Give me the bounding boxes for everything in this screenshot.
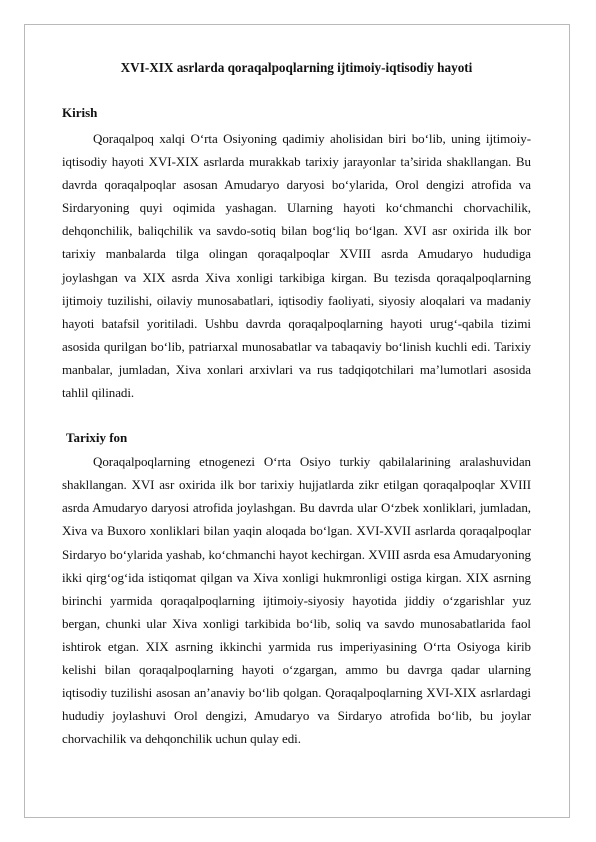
section-heading-tarixiy-fon: Tarixiy fon xyxy=(66,430,128,446)
document-title: XVI-XIX asrlarda qoraqalpoqlarning ijtimoiy-iqtisodiy hayoti xyxy=(120,60,473,75)
paragraph-tarixiy-fon: Qoraqalpoqlarning etnogenezi O‘rta Osiyo turkiy qabilalarining aralashuvidan shakllangan. XVI asr oxirida ilk bor tarixiy hujjatlarda zikr etilgan qoraqalpoqlar XVIII asrda Amudaryo daryosi atrofida joylashgan. Bu davrda ular O‘zbek xonliklari, jumladan, Xiva va Buxoro xonliklari bilan yaqin aloqada bo‘lgan. XVI-XVII asrlarda qoraqalpoqlar Sirdaryo bo‘ylarida yashab, ko‘chmanchi hayot kechirgan. XVIII asrda esa Amudaryoning ikki qirg‘og‘ida istiqomat qilgan va Xiva xonligi hukmronligi ostiga kirgan. XIX asrning birinchi yarmida qoraqalpoqlarning ijtimoiy-siyosiy hayotida jiddiy o‘zgarishlar yuz bergan, chunki ular Xiva xonligi tarkibida bo‘lib, soliq va savdo munosabatlarida faol ishtirok etgan. XIX asrning ikkinchi yarmida rus imperiyasining O‘rta Osiyoga kirib kelishi bilan qoraqalpoqlarning hayoti o‘zgargan, ammo bu davrga qadar ularning iqtisodiy tuzilishi asosan an’anaviy bo‘lib qolgan. Qoraqalpoqlarning XVI-XIX asrlardagi hududiy joylashuvi Orol dengizi, Amudaryo va Sirdaryo atrofida bo‘lib, bu joylar chorvachilik va dehqonchilik uchun qulay edi. xyxy=(62,454,531,747)
section-heading-kirish: Kirish xyxy=(62,105,98,120)
document-body xyxy=(62,60,531,750)
paragraph-kirish: Qoraqalpoq xalqi O‘rta Osiyoning qadimiy aholisidan biri bo‘lib, uning ijtimoiy-iqtisodiy hayoti XVI-XIX asrlarda murakkab tarixiy jarayonlar ta’sirida shakllangan. Bu davrda qoraqalpoqlar asosan Amudaryo daryosi bo‘ylarida, Orol dengizi atrofida va Sirdaryoning quyi oqimida yashagan. Ularning hayoti ko‘chmanchi chorvachilik, dehqonchilik, baliqchilik va savdo-sotiq bilan bog‘liq bo‘lgan. XVI asr oxirida ilk bor tarixiy manbalarda tilga olingan qoraqalpoqlar XVIII asrda Amudaryo hududiga joylashgan va XIX asrda Xiva xonligi tarkibiga kirgan. Bu tezisda qoraqalpoqlarning ijtimoiy tuzilishi, oilaviy munosabatlari, iqtisodiy faoliyati, siyosiy aloqalari va madaniy hayoti batafsil yoritiladi. Ushbu davrda qoraqalpoqlarning hayoti urug‘-qabila tizimi asosida qurilgan bo‘lib, patriarxal munosabatlar va tabaqaviy bo‘linish kuchli edi. Tarixiy manbalar, jumladan, Xiva xonlari arxivlari va rus tadqiqotchilari ma’lumotlari asosida tahlil qilinadi. xyxy=(62,131,531,401)
